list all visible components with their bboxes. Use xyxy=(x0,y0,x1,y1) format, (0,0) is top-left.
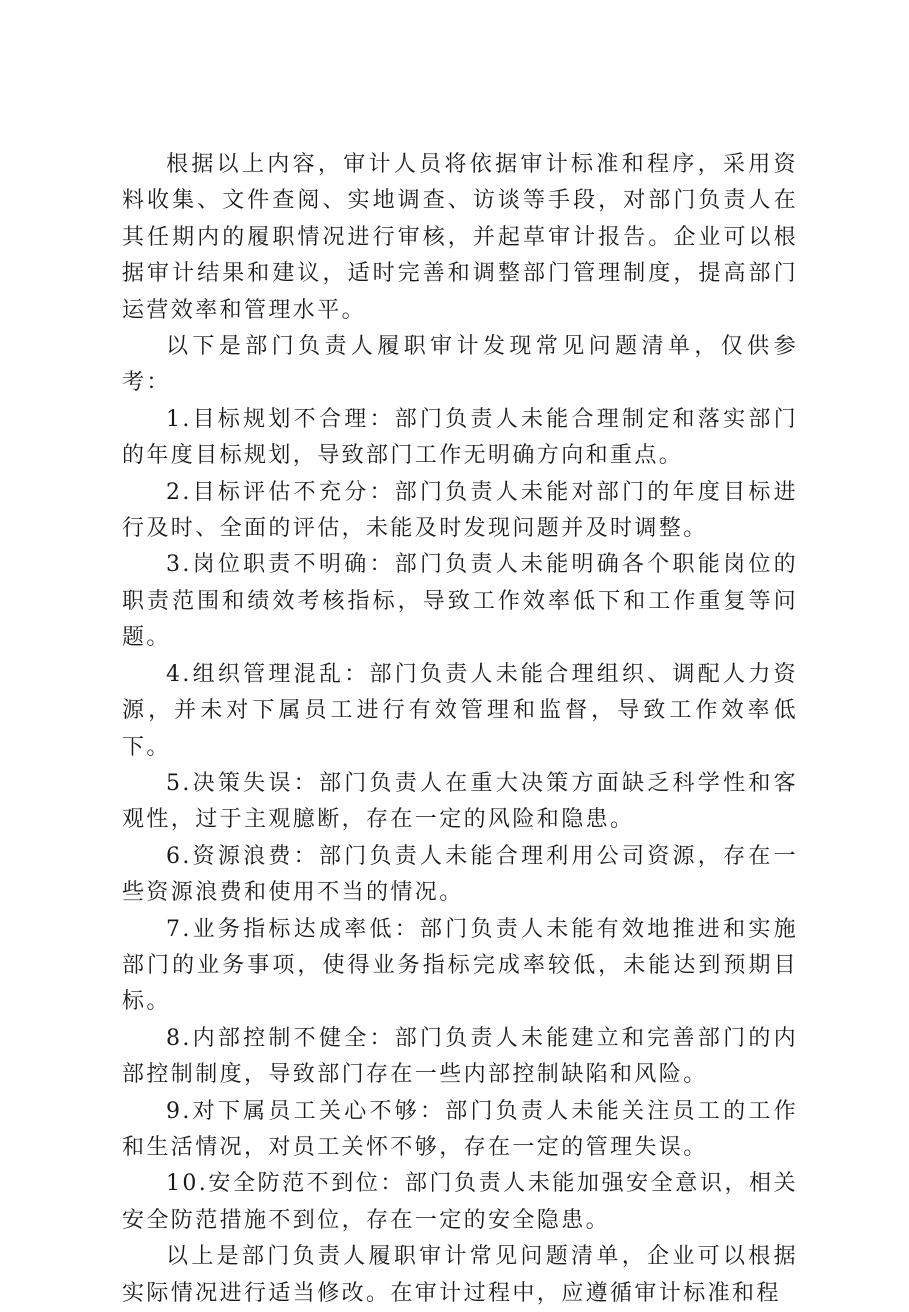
list-item-4: 4.组织管理混乱：部门负责人未能合理组织、调配人力资源，并未对下属员工进行有效管理和监督，导致工作效率低下。 xyxy=(122,661,798,760)
list-item-6: 6.资源浪费：部门负责人未能合理利用公司资源，存在一些资源浪费和使用不当的情况。 xyxy=(122,843,798,906)
list-item-1: 1.目标规划不合理：部门负责人未能合理制定和落实部门的年度目标规划，导致部门工作无明确方向和重点。 xyxy=(122,406,798,469)
paragraph-conclusion: 以上是部门负责人履职审计常见问题清单，企业可以根据实际情况进行适当修改。在审计过程中，应遵循审计标准和程 xyxy=(122,1244,798,1306)
list-item-9: 9.对下属员工关心不够：部门负责人未能关注员工的工作和生活情况，对员工关怀不够，存在一定的管理失误。 xyxy=(122,1098,798,1160)
list-item-2: 2.目标评估不充分：部门负责人未能对部门的年度目标进行及时、全面的评估，未能及时发现问题并及时调整。 xyxy=(122,479,798,542)
paragraph-list-intro: 以下是部门负责人履职审计发现常见问题清单，仅供参考： xyxy=(122,334,798,396)
list-item-5: 5.决策失误：部门负责人在重大决策方面缺乏科学性和客观性，过于主观臆断，存在一定的风险和隐患。 xyxy=(122,770,798,833)
list-item-3: 3.岗位职责不明确：部门负责人未能明确各个职能岗位的职责范围和绩效考核指标，导致工作效率低下和工作重复等问题。 xyxy=(122,552,798,651)
document-body xyxy=(122,147,798,1312)
paragraph-intro: 根据以上内容，审计人员将依据审计标准和程序，采用资料收集、文件查阅、实地调查、访谈等手段，对部门负责人在其任期内的履职情况进行审核，并起草审计报告。企业可以根据审计结果和建议，适时完善和调整部门管理制度，提高部门运营效率和管理水平。 xyxy=(122,152,798,323)
list-item-7: 7.业务指标达成率低：部门负责人未能有效地推进和实施部门的业务事项，使得业务指标完成率较低，未能达到预期目标。 xyxy=(122,916,798,1015)
list-item-8: 8.内部控制不健全：部门负责人未能建立和完善部门的内部控制制度，导致部门存在一些内部控制缺陷和风险。 xyxy=(122,1025,798,1088)
list-item-10: 10.安全防范不到位：部门负责人未能加强安全意识，相关安全防范措施不到位，存在一定的安全隐患。 xyxy=(122,1171,798,1233)
